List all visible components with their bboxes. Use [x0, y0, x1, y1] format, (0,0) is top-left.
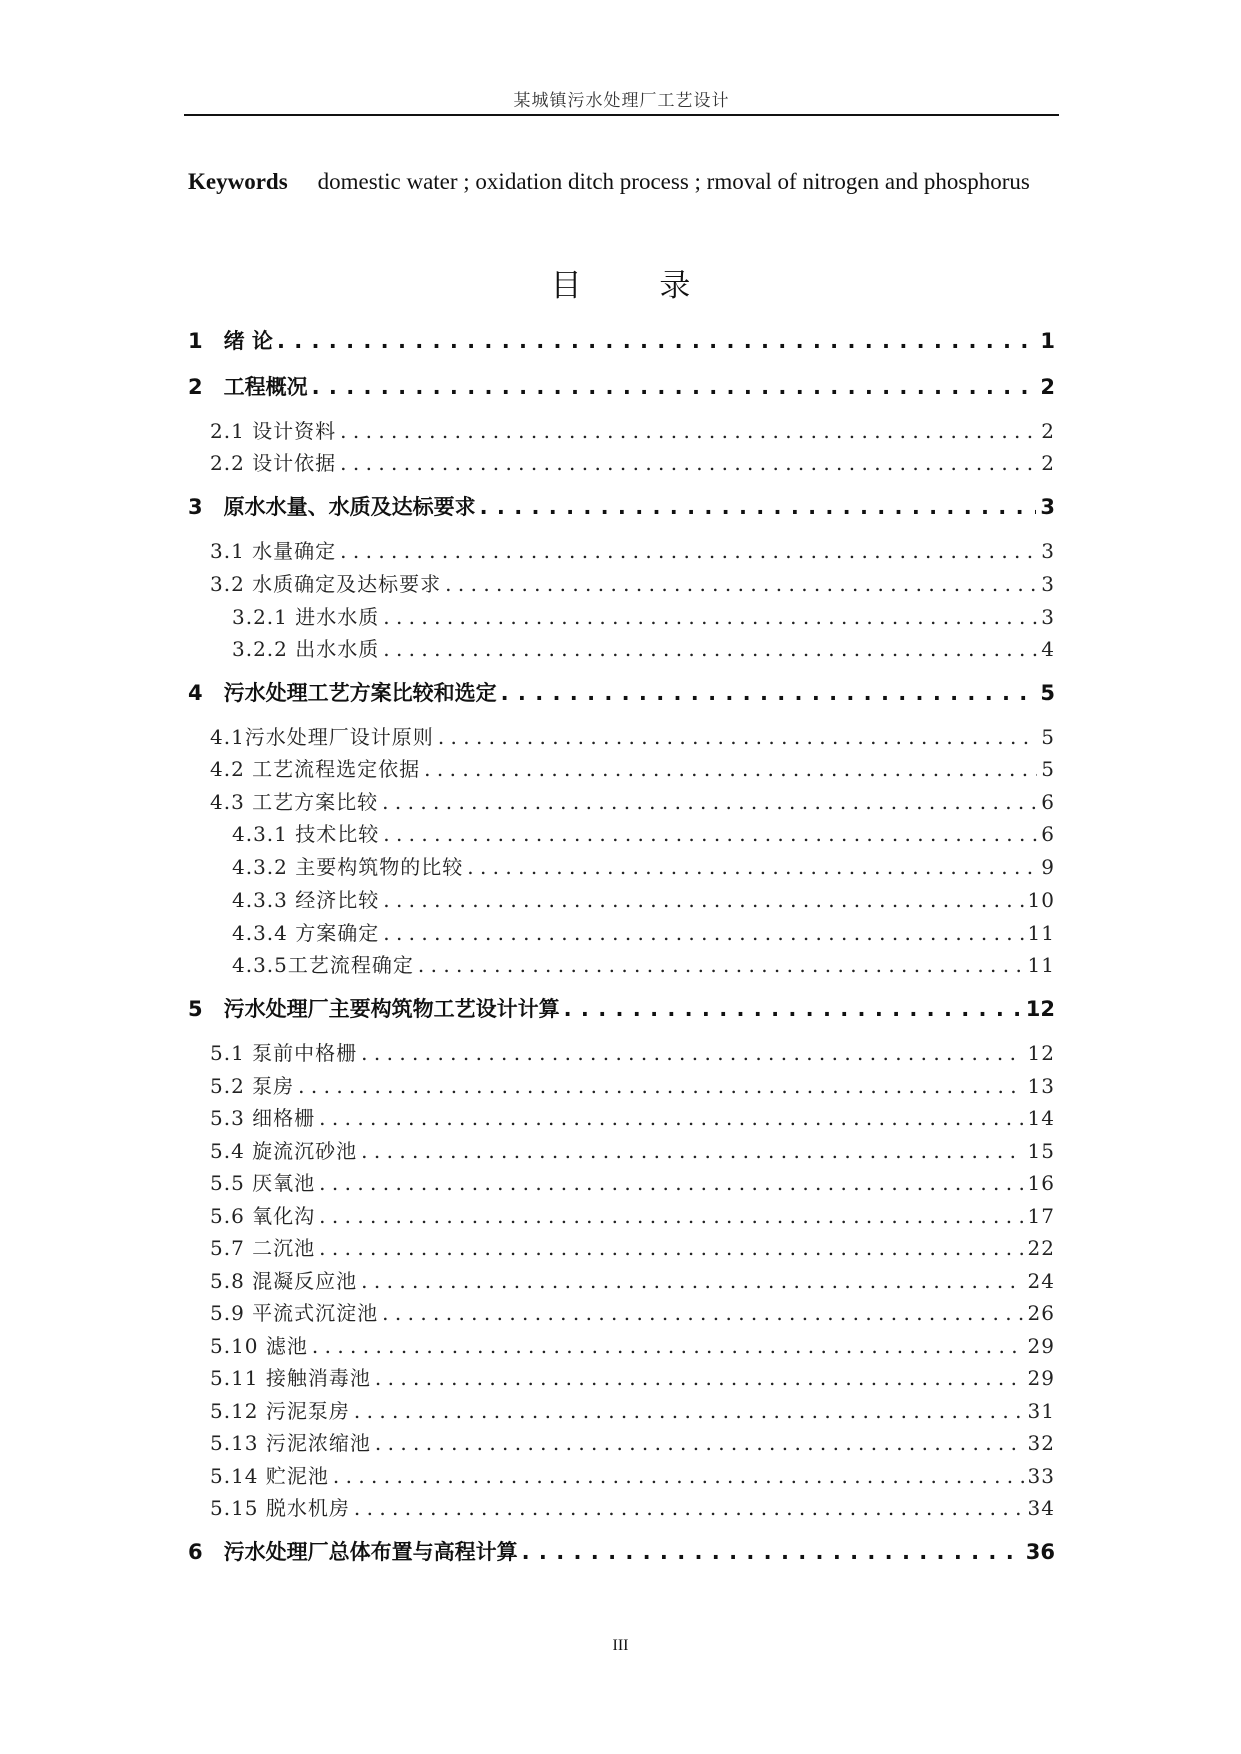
toc-entry[interactable]: [188, 1330, 1055, 1359]
toc-title: 目 录: [550, 268, 725, 304]
toc-dot-leader: [319, 1204, 1023, 1228]
toc-entry-page: 1: [1040, 329, 1055, 353]
toc-entry-page: 29: [1027, 1334, 1055, 1358]
toc-entry[interactable]: [188, 1265, 1055, 1294]
toc-entry-page: 3: [1041, 572, 1055, 596]
toc-entry[interactable]: [188, 1167, 1055, 1196]
toc-dot-leader: [312, 375, 1037, 399]
toc-entry-title: 3.2 水质确定及达标要求: [210, 572, 442, 596]
keywords-text: domestic water ; oxidation ditch process ; rmoval of nitrogen and phosphorus: [317, 169, 1030, 194]
keywords-label: Keywords: [188, 169, 288, 194]
toc-dot-leader: [383, 605, 1037, 629]
toc-entry-title: 3.1 水量确定: [210, 539, 337, 563]
toc-entry-title: 5.8 混凝反应池: [210, 1269, 358, 1293]
toc-dot-leader: [564, 997, 1022, 1021]
toc-entry-page: 6: [1041, 790, 1055, 814]
toc-entry-page: 24: [1027, 1269, 1055, 1293]
toc-entry[interactable]: [188, 371, 1055, 401]
toc-dot-leader: [319, 1236, 1023, 1260]
toc-entry-page: 4: [1041, 637, 1055, 661]
toc-dot-leader: [438, 725, 1037, 749]
toc-dot-leader: [340, 419, 1037, 443]
toc-entry-page: 16: [1027, 1171, 1055, 1195]
toc-entry-page: 3: [1041, 605, 1055, 629]
toc-dot-leader: [354, 1496, 1024, 1520]
toc-entry-page: 2: [1040, 375, 1055, 399]
toc-entry[interactable]: [188, 601, 1055, 630]
toc-entry-title: 5.10 滤池: [210, 1334, 308, 1358]
toc-entry[interactable]: [188, 535, 1055, 564]
toc-dot-leader: [383, 637, 1037, 661]
toc-entry-page: 9: [1041, 855, 1055, 879]
toc-entry-page: 3: [1041, 539, 1055, 563]
toc-entry-page: 11: [1027, 953, 1055, 977]
toc-entry[interactable]: [188, 1070, 1055, 1099]
toc-entry-title: 4.3.1 技术比较: [232, 822, 380, 846]
toc-entry[interactable]: [188, 721, 1055, 750]
toc-entry-title: 1 绪 论: [188, 329, 273, 353]
keywords-paragraph: [188, 158, 1056, 206]
toc-entry[interactable]: [188, 1102, 1055, 1131]
toc-entry-title: 4.3.5工艺流程确定: [232, 953, 414, 977]
toc-entry-page: 12: [1025, 997, 1055, 1021]
toc-entry-page: 33: [1027, 1464, 1055, 1488]
toc-entry-title: 2 工程概况: [188, 375, 308, 399]
toc-entry-page: 15: [1027, 1139, 1055, 1163]
toc-entry-page: 34: [1027, 1496, 1055, 1520]
toc-entry[interactable]: [188, 1362, 1055, 1391]
toc-entry-page: 5: [1041, 725, 1055, 749]
toc-dot-leader: [361, 1041, 1023, 1065]
toc-dot-leader: [361, 1139, 1023, 1163]
toc-entry-page: 17: [1027, 1204, 1055, 1228]
toc-entry-page: 13: [1027, 1074, 1055, 1098]
toc-entry-title: 5.13 污泥浓缩池: [210, 1431, 371, 1455]
toc-dot-leader: [375, 1366, 1024, 1390]
toc-entry-title: 5.6 氧化沟: [210, 1204, 316, 1228]
toc-entry[interactable]: [188, 786, 1055, 815]
toc-entry[interactable]: [188, 1200, 1055, 1229]
toc-entry-page: 14: [1027, 1106, 1055, 1130]
toc-entry-title: 3.2.2 出水水质: [232, 637, 380, 661]
toc-entry[interactable]: [188, 993, 1055, 1023]
toc-dot-leader: [340, 539, 1037, 563]
toc-dot-leader: [333, 1464, 1024, 1488]
toc-entry-title: 5.15 脱水机房: [210, 1496, 350, 1520]
toc-entry-title: 5.11 接触消毒池: [210, 1366, 371, 1390]
toc-entry[interactable]: [188, 1297, 1055, 1326]
toc-entry-page: 32: [1027, 1431, 1055, 1455]
toc-entry-page: 6: [1041, 822, 1055, 846]
toc-entry-title: 3 原水水量、水质及达标要求: [188, 495, 476, 519]
toc-entry-title: 5 污水处理厂主要构筑物工艺设计计算: [188, 997, 560, 1021]
toc-entry-page: 2: [1041, 451, 1055, 475]
toc-entry[interactable]: [188, 568, 1055, 597]
toc-dot-leader: [354, 1399, 1024, 1423]
toc-dot-leader: [418, 953, 1024, 977]
toc-dot-leader: [382, 1301, 1023, 1325]
toc-dot-leader: [277, 329, 1036, 353]
toc-entry-title: 4.3.2 主要构筑物的比较: [232, 855, 464, 879]
toc-dot-leader: [445, 572, 1037, 596]
toc-entry-page: 36: [1025, 1540, 1055, 1564]
toc-dot-leader: [522, 1540, 1022, 1564]
toc-entry-title: 3.2.1 进水水质: [232, 605, 380, 629]
toc-entry[interactable]: [188, 633, 1055, 662]
toc-entry-page: 26: [1027, 1301, 1055, 1325]
toc-entry[interactable]: [188, 949, 1055, 978]
toc-entry-page: 5: [1040, 681, 1055, 705]
toc-dot-leader: [501, 681, 1037, 705]
toc-entry-page: 2: [1041, 419, 1055, 443]
toc-entry[interactable]: [188, 491, 1055, 521]
running-header: 某城镇污水处理厂工艺设计: [513, 91, 730, 111]
toc-entry[interactable]: [188, 753, 1055, 782]
toc-entry-title: 5.4 旋流沉砂池: [210, 1139, 358, 1163]
toc-entry[interactable]: [188, 447, 1055, 476]
toc-entry[interactable]: [188, 1460, 1055, 1489]
toc-dot-leader: [375, 1431, 1024, 1455]
toc-entry[interactable]: [188, 1427, 1055, 1456]
toc-entry-title: 5.2 泵房: [210, 1074, 295, 1098]
toc-entry-page: 10: [1027, 888, 1055, 912]
toc-entry[interactable]: [188, 851, 1055, 880]
toc-entry[interactable]: [188, 1536, 1055, 1566]
toc-entry-page: 3: [1040, 495, 1055, 519]
toc-entry-title: 5.3 细格栅: [210, 1106, 316, 1130]
toc-entry[interactable]: [188, 1037, 1055, 1066]
toc-dot-leader: [361, 1269, 1023, 1293]
header-rule: [184, 114, 1059, 116]
toc-entry[interactable]: [188, 1395, 1055, 1424]
toc-entry[interactable]: [188, 1232, 1055, 1261]
toc-entry-title: 5.12 污泥泵房: [210, 1399, 350, 1423]
toc-dot-leader: [480, 495, 1037, 519]
toc-entry[interactable]: [188, 1135, 1055, 1164]
toc-entry-page: 5: [1041, 757, 1055, 781]
toc-dot-leader: [383, 921, 1023, 945]
toc-entry-title: 5.9 平流式沉淀池: [210, 1301, 379, 1325]
toc-entry-title: 2.2 设计依据: [210, 451, 337, 475]
page-number: III: [612, 1637, 629, 1654]
toc-entry-title: 4.1污水处理厂设计原则: [210, 725, 434, 749]
toc-entry-title: 5.1 泵前中格栅: [210, 1041, 358, 1065]
toc-entry[interactable]: [188, 818, 1055, 847]
toc-dot-leader: [383, 822, 1037, 846]
toc-dot-leader: [383, 888, 1023, 912]
toc-dot-leader: [382, 790, 1037, 814]
toc-entry-title: 5.7 二沉池: [210, 1236, 316, 1260]
toc-entry[interactable]: [188, 917, 1055, 946]
toc-dot-leader: [467, 855, 1037, 879]
toc-entry[interactable]: [188, 325, 1055, 355]
toc-dot-leader: [298, 1074, 1023, 1098]
toc-entry-title: 6 污水处理厂总体布置与高程计算: [188, 1540, 518, 1564]
toc-entry-title: 4.3.3 经济比较: [232, 888, 380, 912]
toc-entry-title: 5.14 贮泥池: [210, 1464, 329, 1488]
toc-entry-title: 4.3 工艺方案比较: [210, 790, 379, 814]
toc-entry-title: 4.3.4 方案确定: [232, 921, 380, 945]
toc-dot-leader: [319, 1171, 1023, 1195]
toc-dot-leader: [319, 1106, 1023, 1130]
toc-dot-leader: [340, 451, 1037, 475]
toc-entry-page: 29: [1027, 1366, 1055, 1390]
toc-entry-page: 11: [1027, 921, 1055, 945]
toc-entry-page: 22: [1027, 1236, 1055, 1260]
toc-dot-leader: [424, 757, 1037, 781]
toc-entry-page: 12: [1027, 1041, 1055, 1065]
toc-entry-title: 4.2 工艺流程选定依据: [210, 757, 421, 781]
toc-entry-page: 31: [1027, 1399, 1055, 1423]
toc-entry[interactable]: [188, 1492, 1055, 1521]
toc-entry[interactable]: [188, 415, 1055, 444]
toc-entry[interactable]: [188, 677, 1055, 707]
toc-entry-title: 4 污水处理工艺方案比较和选定: [188, 681, 497, 705]
toc-entry-title: 5.5 厌氧池: [210, 1171, 316, 1195]
toc-entry[interactable]: [188, 884, 1055, 913]
toc-dot-leader: [312, 1334, 1024, 1358]
toc-entry-title: 2.1 设计资料: [210, 419, 337, 443]
